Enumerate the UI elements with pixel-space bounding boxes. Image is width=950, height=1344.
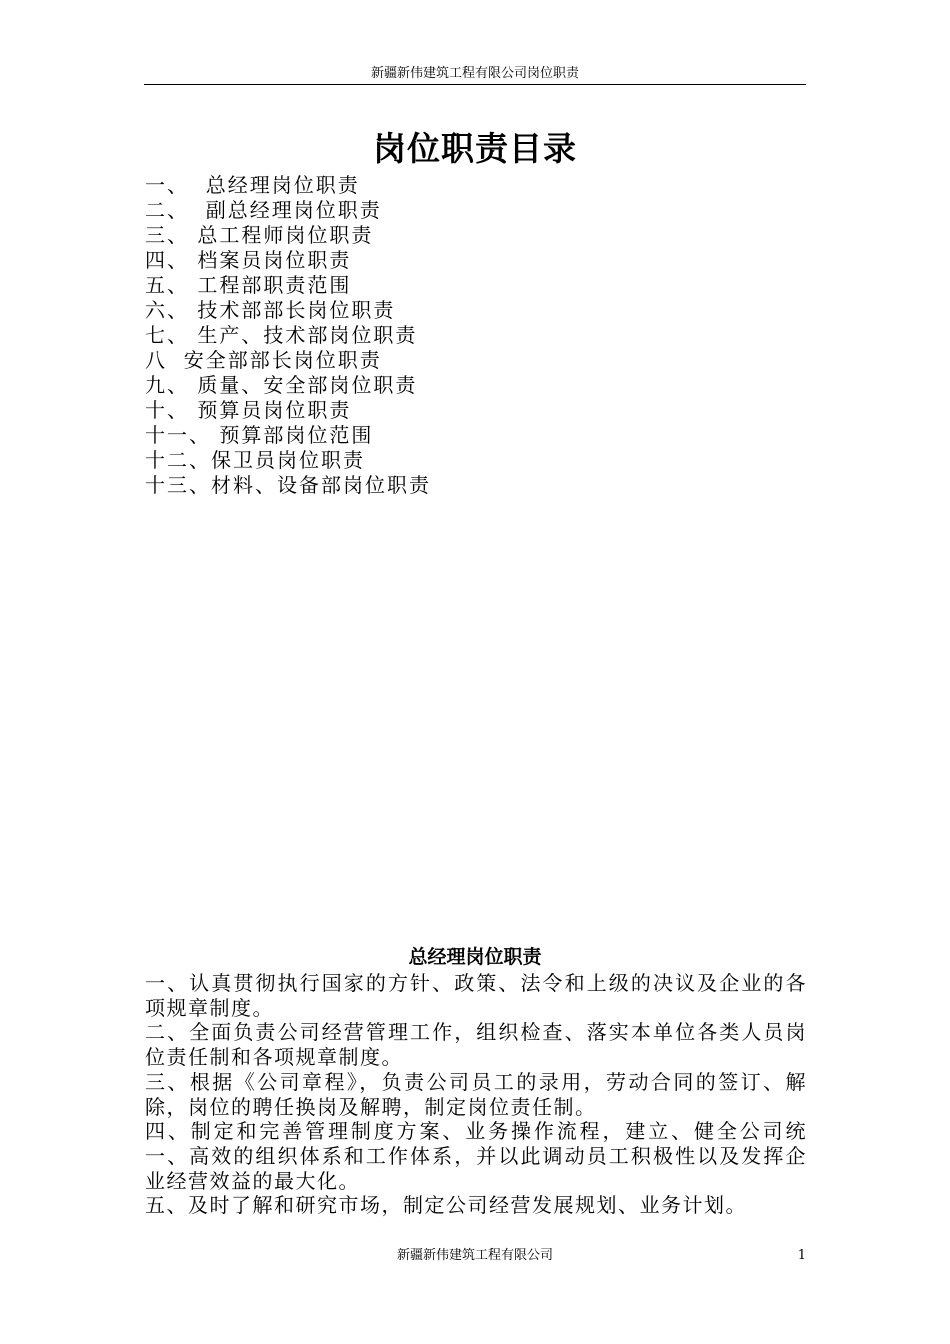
section-title: 总经理岗位职责 [408, 946, 542, 968]
page-header: 新疆新伟建筑工程有限公司岗位职责 [370, 66, 579, 81]
duty-paragraph: 一、认真贯彻执行国家的方针、政策、法令和上级的决议及企业的各项规章制度。 [145, 971, 807, 1020]
toc-item: 二、 副总经理岗位职责 [145, 198, 382, 222]
toc-item: 四、 档案员岗位职责 [145, 248, 352, 272]
toc-item: 十一、 预算部岗位范围 [145, 423, 374, 447]
duty-paragraph: 四、制定和完善管理制度方案、业务操作流程，建立、健全公司统一、高效的组织体系和工作体系，并以此调动员工积极性以及发挥企业经营效益的最大化。 [145, 1119, 807, 1193]
toc-item: 八 安全部部长岗位职责 [145, 348, 382, 372]
duty-paragraph: 二、全面负责公司经营管理工作，组织检查、落实本单位各类人员岗位责任制和各项规章制度。 [145, 1020, 807, 1070]
toc-item: 十二、保卫员岗位职责 [145, 448, 365, 472]
header-divider [144, 84, 806, 85]
toc-item: 七、 生产、技术部岗位职责 [145, 323, 418, 347]
toc-item: 十三、材料、设备部岗位职责 [145, 473, 431, 497]
toc-item: 十、 预算员岗位职责 [145, 398, 352, 422]
section-body [145, 971, 807, 1218]
toc-item: 六、 技术部部长岗位职责 [145, 298, 396, 322]
footer-company: 新疆新伟建筑工程有限公司 [396, 1248, 553, 1263]
duty-paragraph: 三、根据《公司章程》，负责公司员工的录用，劳动合同的签订、解除，岗位的聘任换岗及解聘，制定岗位责任制。 [145, 1069, 807, 1119]
toc-title: 岗位职责目录 [373, 129, 577, 168]
toc-item: 五、 工程部职责范围 [145, 273, 352, 297]
toc-item: 九、 质量、安全部岗位职责 [145, 373, 418, 397]
toc-item: 三、 总工程师岗位职责 [145, 223, 374, 247]
page-number: 1 [797, 1248, 806, 1263]
duty-paragraph: 五、及时了解和研究市场，制定公司经营发展规划、业务计划。 [145, 1193, 747, 1218]
toc-item: 一、 总经理岗位职责 [145, 173, 360, 197]
toc-list [145, 173, 431, 498]
